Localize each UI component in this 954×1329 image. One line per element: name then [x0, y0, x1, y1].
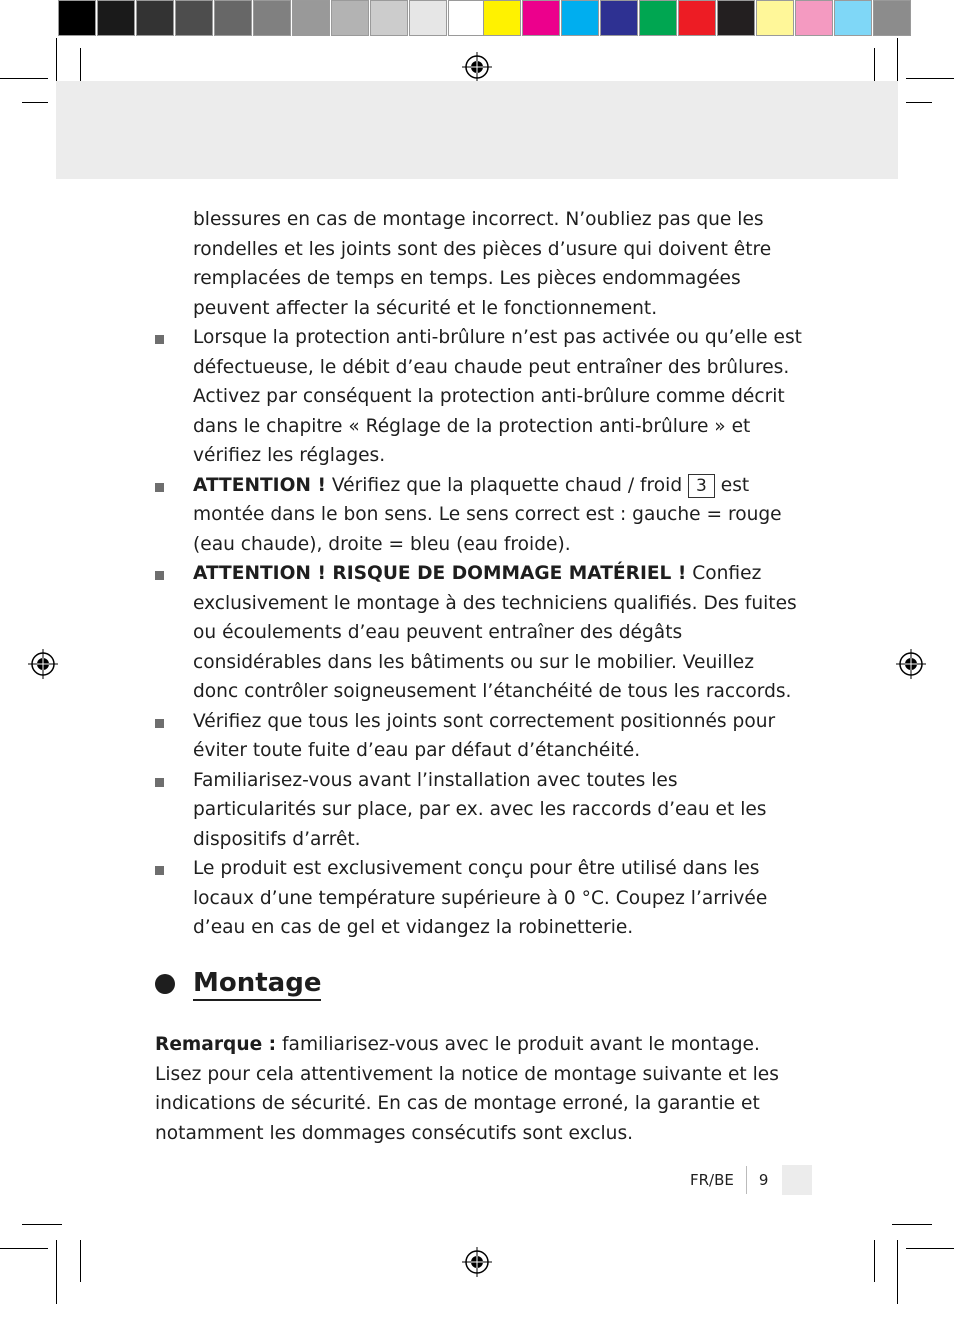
- locale-label: FR/BE: [690, 1171, 734, 1189]
- section-heading: [155, 963, 321, 1005]
- section-bullet-icon: [155, 974, 175, 994]
- list-item: [155, 854, 805, 943]
- list-item-text: Familiarisez-vous avant l’installation avec toutes les particularités sur place, par ex. avec les raccords d’eau et les dispositifs d’arrêt.: [193, 769, 767, 850]
- note-text: familiarisez-vous avec le produit avant le montage. Lisez pour cela attentivement la notice de montage suivante et les indications de sécurité. En cas de montage erroné, la garantie et notamment les dommages consécutifs sont exclus.: [155, 1034, 779, 1144]
- list-item: [155, 323, 805, 471]
- registration-mark-icon: [462, 52, 492, 82]
- bullet-square-icon: [155, 719, 164, 728]
- color-swatch: [58, 0, 96, 36]
- color-swatch: [873, 0, 911, 36]
- color-swatch: [136, 0, 174, 36]
- part-reference: 3: [688, 474, 715, 498]
- warning-label: ATTENTION ! RISQUE DE DOMMAGE MATÉRIEL !: [193, 563, 687, 584]
- list-item-text: Vérifiez que la plaquette chaud / froid: [325, 474, 689, 496]
- crop-mark: [0, 78, 48, 79]
- crop-mark: [0, 1248, 48, 1249]
- crop-mark: [22, 102, 48, 103]
- bullet-square-icon: [155, 571, 164, 580]
- bullet-square-icon: [155, 335, 164, 344]
- footer-divider: [746, 1166, 747, 1194]
- crop-mark: [80, 1240, 81, 1282]
- bullet-square-icon: [155, 778, 164, 787]
- bullet-square-icon: [155, 483, 164, 492]
- crop-mark: [22, 1224, 62, 1225]
- safety-list: [155, 323, 805, 943]
- color-swatch: [253, 0, 291, 36]
- note-paragraph: [155, 1030, 805, 1148]
- color-swatch: [795, 0, 833, 36]
- warning-label: ATTENTION !: [193, 474, 326, 496]
- color-swatch: [678, 0, 716, 36]
- list-item-text: Lorsque la protection anti-brûlure n’est pas activée ou qu’elle est défectueuse, le débit d’eau chaude peut entraîner des brûlures. Activez par conséquent la protection anti-brûlure comme décrit dans le chapitre « Réglage de la protection anti-brûlure » et vérifiez les réglages.: [193, 327, 802, 466]
- page-footer: [690, 1166, 812, 1194]
- list-item-text: est montée dans le bon sens. Le sens correct est : gauche = rouge (eau chaude), droite = bleu (eau froide).: [193, 474, 782, 555]
- color-swatch: [756, 0, 794, 36]
- page-header-band: [56, 81, 898, 179]
- list-item-text: Confiez exclusivement le montage à des techniciens qualifiés. Des fuites ou écoulements d’eau peuvent entraîner des dégâts considérables dans les bâtiments ou sur le mobilier. Veuillez donc contrôler soigneusement l’étanchéité de tous les raccords.: [193, 563, 797, 702]
- color-swatch: [97, 0, 135, 36]
- footer-tab: [782, 1165, 812, 1195]
- crop-mark: [906, 102, 932, 103]
- crop-mark: [897, 38, 898, 86]
- color-swatch: [292, 0, 330, 36]
- crop-mark: [874, 1240, 875, 1282]
- section-title: Montage: [193, 968, 321, 1001]
- crop-mark: [897, 1240, 898, 1304]
- page-number: 9: [758, 1171, 769, 1189]
- safety-text: [155, 205, 805, 943]
- registration-mark-icon: [28, 649, 58, 679]
- continued-paragraph: blessures en cas de montage incorrect. N’oubliez pas que les rondelles et les joints sont des pièces d’usure qui doivent être remplacées de temps en temps. Les pièces endommagées peuvent affecter la sécurité et le fonctionnement.: [193, 209, 772, 319]
- color-swatch: [600, 0, 638, 36]
- color-swatch: [561, 0, 599, 36]
- color-swatch: [214, 0, 252, 36]
- note-label: Remarque :: [155, 1034, 277, 1055]
- list-item: [155, 559, 805, 707]
- gray-calibration-bar: [58, 0, 487, 38]
- color-swatch: [639, 0, 677, 36]
- crop-mark: [906, 1248, 954, 1249]
- color-swatch: [522, 0, 560, 36]
- registration-mark-icon: [462, 1247, 492, 1277]
- list-item-text: Le produit est exclusivement conçu pour être utilisé dans les locaux d’une température supérieure à 0 °C. Coupez l’arrivée d’eau en cas de gel et vidangez la robinetterie.: [193, 858, 768, 938]
- list-item: [155, 471, 805, 560]
- color-swatch: [834, 0, 872, 36]
- crop-mark: [56, 38, 57, 86]
- crop-mark: [906, 78, 954, 79]
- color-swatch: [175, 0, 213, 36]
- color-swatch: [448, 0, 486, 36]
- list-item: [155, 707, 805, 766]
- crop-mark: [892, 1224, 932, 1225]
- bullet-square-icon: [155, 866, 164, 875]
- list-item: [155, 766, 805, 855]
- color-swatch: [370, 0, 408, 36]
- crop-mark: [56, 1240, 57, 1304]
- color-swatch: [331, 0, 369, 36]
- color-calibration-bar: [483, 0, 912, 38]
- color-swatch: [409, 0, 447, 36]
- color-swatch: [483, 0, 521, 36]
- color-swatch: [717, 0, 755, 36]
- list-item-text: Vérifiez que tous les joints sont correctement positionnés pour éviter toute fuite d’eau par défaut d’étanchéité.: [193, 710, 776, 761]
- registration-mark-icon: [896, 649, 926, 679]
